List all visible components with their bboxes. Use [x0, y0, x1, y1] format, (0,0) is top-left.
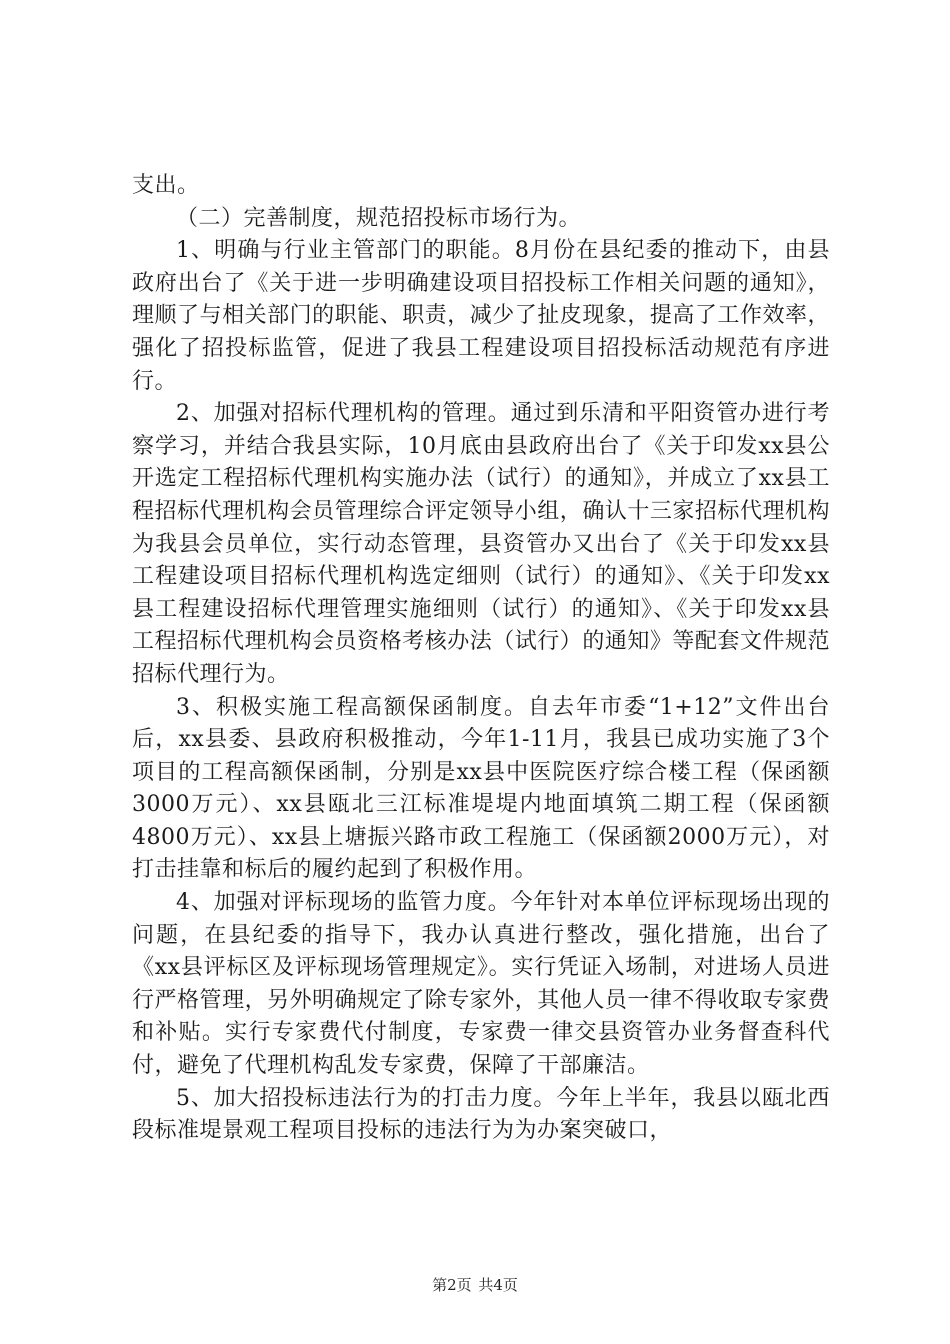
paragraph-item-5: 5、加大招投标违法行为的打击力度。今年上半年，我县以瓯北西段标准堤景观工程项目投标的违法行为为办案突破口， [132, 1085, 830, 1144]
document-body [132, 170, 830, 1148]
page-total: 共4页 [478, 1276, 518, 1294]
paragraph-item-3: 3、积极实施工程高额保函制度。自去年市委“1+12”文件出台后，xx县委、县政府积极推动，今年1-11月，我县已成功实施了3个项目的工程高额保函制，分别是xx县中医院医疗综合楼工程（保函额3000万元）、xx县瓯北三江标准堤堤内地面填筑二期工程（保函额4800万元）、xx县上塘振兴路市政工程施工（保函额2000万元），对打击挂靠和标后的履约起到了积极作用。 [132, 694, 830, 883]
paragraph-item-2: 2、加强对招标代理机构的管理。通过到乐清和平阳资管办进行考察学习，并结合我县实际，10月底由县政府出台了《关于印发xx县公开选定工程招标代理机构实施办法（试行）的通知》，并成立了xx县工程招标代理机构会员管理综合评定领导小组，确认十三家招标代理机构为我县会员单位，实行动态管理，县资管办又出台了《关于印发xx县工程建设项目招标代理机构选定细则（试行）的通知》、《关于印发xx县工程建设招标代理管理实施细则（试行）的通知》、《关于印发xx县工程招标代理机构会员资格考核办法（试行）的通知》等配套文件规范招标代理行为。 [132, 401, 830, 687]
paragraph-item-4: 4、加强对评标现场的监管力度。今年针对本单位评标现场出现的问题，在县纪委的指导下，我办认真进行整改，强化措施，出台了《xx县评标区及评标现场管理规定》。实行凭证入场制，对进场人员进行严格管理，另外明确规定了除专家外，其他人员一律不得收取专家费和补贴。实行专家费代付制度，专家费一律交县资管办业务督查科代付，避免了代理机构乱发专家费，保障了干部廉洁。 [132, 890, 830, 1079]
paragraph-item-1: 1、明确与行业主管部门的职能。8月份在县纪委的推动下，由县政府出台了《关于进一步明确建设项目招投标工作相关问题的通知》，理顺了与相关部门的职能、职责，减少了扯皮现象，提高了工作效率，强化了招投标监管，促进了我县工程建设项目招投标活动规范有序进行。 [132, 238, 830, 394]
section-heading: （二）完善制度，规范招投标市场行为。 [176, 205, 582, 231]
page-footer [0, 1275, 950, 1295]
paragraph-continuation: 支出。 [132, 173, 200, 198]
page-number: 第2页 [432, 1276, 472, 1294]
